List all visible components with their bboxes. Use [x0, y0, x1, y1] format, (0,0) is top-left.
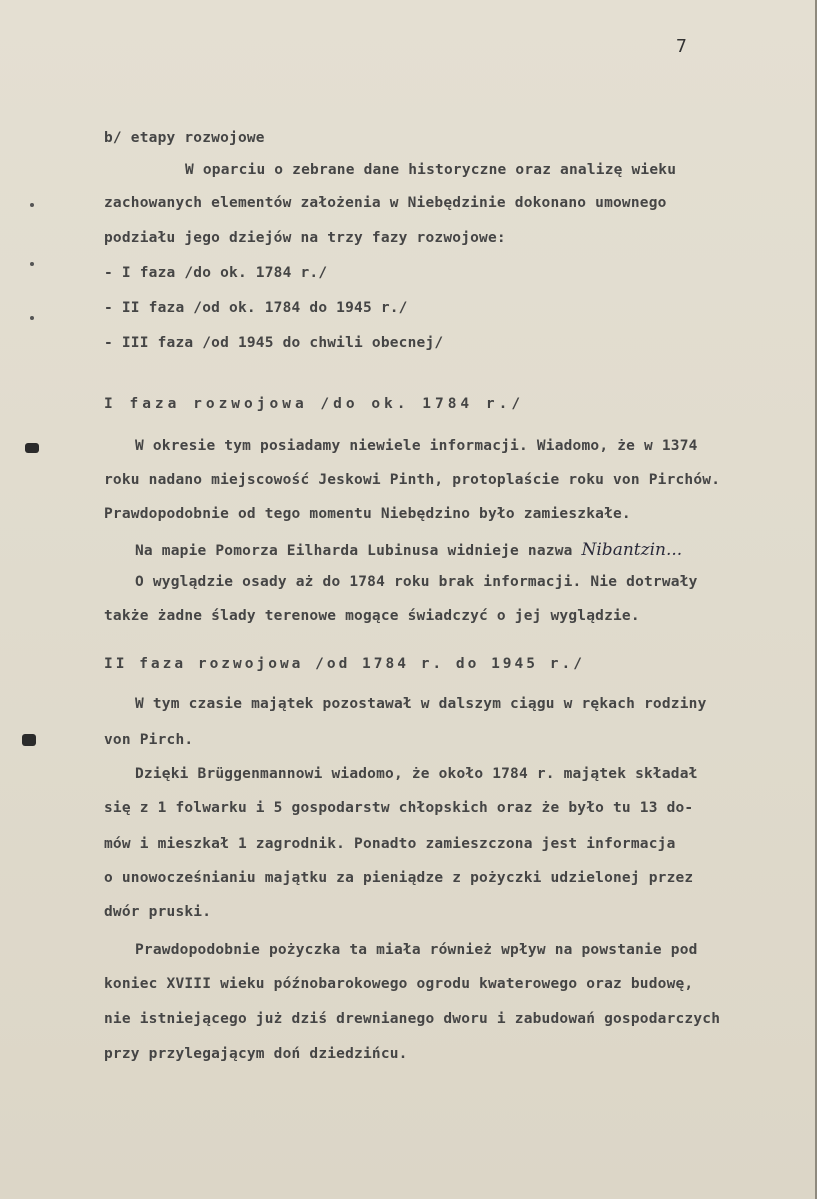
text-line: koniec XVIII wieku późnobarokowego ogrodu kwaterowego oraz budowę, [104, 976, 694, 992]
text-line: W oparciu o zebrane dane historyczne oraz analizę wieku [185, 162, 677, 178]
text-line: dwór pruski. [104, 904, 212, 920]
text-line: O wyglądzie osady aż do 1784 roku brak informacji. Nie dotrwały [135, 574, 698, 590]
punch-hole [22, 734, 36, 746]
punch-hole [25, 443, 39, 453]
phase-list-item: - I faza /do ok. 1784 r./ [104, 265, 328, 281]
text-line: się z 1 folwarku i 5 gospodarstw chłopskich oraz że było tu 13 do- [104, 800, 694, 816]
text-line: W okresie tym posiadamy niewiele informacji. Wiadomo, że w 1374 [135, 438, 698, 454]
text-line: Dzięki Brüggenmannowi wiadomo, że około 1784 r. majątek składał [135, 766, 698, 782]
margin-mark [30, 262, 34, 266]
text-line: podziału jego dziejów na trzy fazy rozwojowe: [104, 230, 506, 246]
subheading-etapy: b/ etapy rozwojowe [104, 130, 265, 146]
text-line: także żadne ślady terenowe mogące świadczyć o jej wyglądzie. [104, 608, 640, 624]
text-line: Prawdopodobnie pożyczka ta miała również wpływ na powstanie pod [135, 942, 698, 958]
section-heading-phase-1: I faza rozwojowa /do ok. 1784 r./ [104, 396, 525, 412]
text-line-map-typed: Na mapie Pomorza Eilharda Lubinusa widnieje nazwa [135, 543, 573, 559]
text-line: nie istniejącego już dziś drewnianego dworu i zabudowań gospodarczych [104, 1011, 721, 1027]
page-number: 7 [676, 36, 687, 57]
section-heading-phase-2: II faza rozwojowa /od 1784 r. do 1945 r./ [104, 656, 585, 672]
text-line: Prawdopodobnie od tego momentu Niebędzino było zamieszkałe. [104, 506, 631, 522]
text-line: roku nadano miejscowość Jeskowi Pinth, protoplaście roku von Pirchów. [104, 472, 721, 488]
phase-list-item: - II faza /od ok. 1784 do 1945 r./ [104, 300, 408, 316]
phase-list-item: - III faza /od 1945 do chwili obecnej/ [104, 335, 444, 351]
text-line: o unowocześnianiu majątku za pieniądze z pożyczki udzielonej przez [104, 870, 694, 886]
text-line: przy przylegającym doń dziedzińcu. [104, 1046, 408, 1062]
text-line: mów i mieszkał 1 zagrodnik. Ponadto zamieszczona jest informacja [104, 836, 676, 852]
text-line: von Pirch. [104, 732, 194, 748]
text-line-map [135, 540, 682, 560]
margin-mark [30, 203, 34, 207]
margin-mark [30, 316, 34, 320]
text-line: zachowanych elementów założenia w Niebędzinie dokonano umownego [104, 195, 667, 211]
text-line: W tym czasie majątek pozostawał w dalszym ciągu w rękach rodziny [135, 696, 707, 712]
handwritten-place-name: Nibantzin... [581, 540, 683, 560]
